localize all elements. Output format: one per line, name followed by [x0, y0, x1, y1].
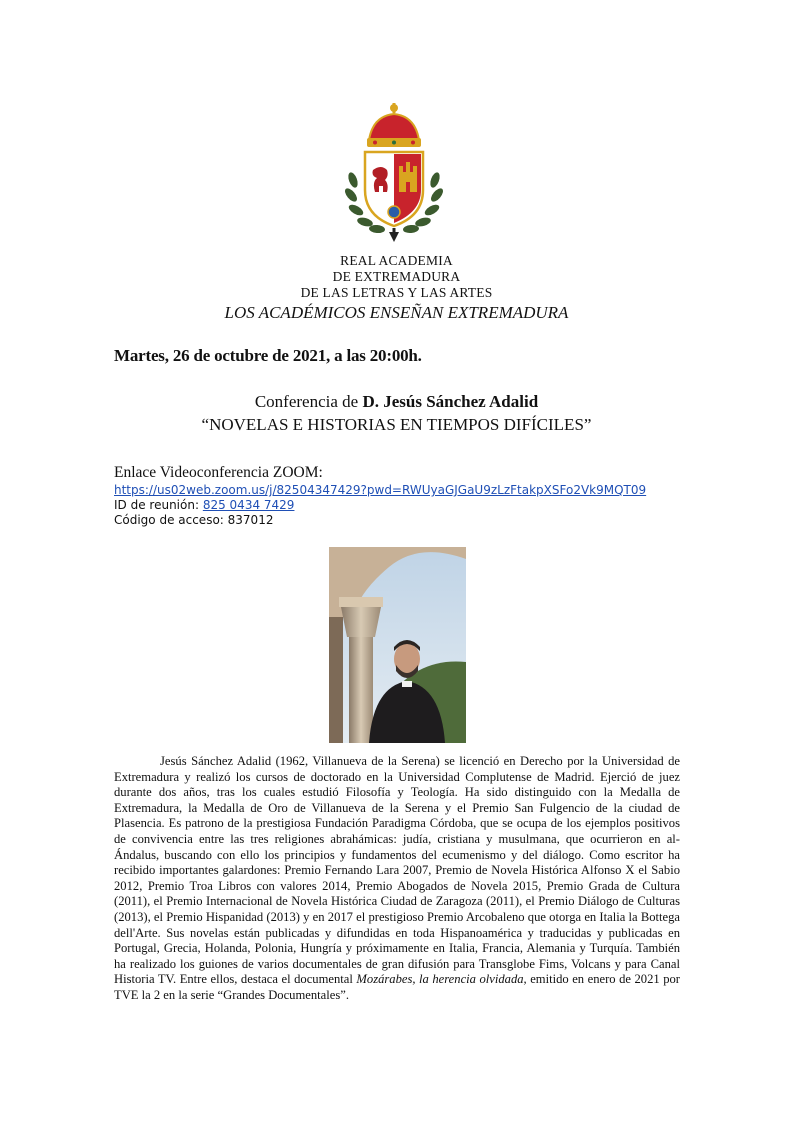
passcode-row	[114, 512, 273, 528]
passcode-value: 837012	[227, 513, 274, 527]
speaker-name: D. Jesús Sánchez Adalid	[362, 392, 539, 411]
talk-title: “NOVELAS E HISTORIAS EN TIEMPOS DIFÍCILES”	[201, 415, 592, 434]
meeting-id-label: ID de reunión:	[114, 498, 199, 512]
passcode-label: Código de acceso:	[114, 513, 224, 527]
academy-name-line-2: DE EXTREMADURA	[332, 269, 461, 284]
speaker-photo	[329, 547, 466, 743]
meeting-id-row	[114, 497, 294, 513]
meeting-id-link[interactable]: 825 0434 7429	[202, 498, 295, 512]
conference-prefix: Conferencia de	[254, 392, 359, 411]
speaker-biography	[114, 754, 680, 1004]
bio-text-part-2: emitido en enero de 2021 por TVE la 2 en la serie “Grandes Documentales”.	[114, 972, 680, 1002]
zoom-label: Enlace Videoconferencia ZOOM:	[114, 464, 323, 481]
zoom-link[interactable]: https://us02web.zoom.us/j/82504347429?pwd=RWUyaGJGaU9zLzFtakpXSFo2Vk9MQT09	[114, 483, 647, 497]
zoom-link-row	[114, 482, 646, 498]
academy-motto: LOS ACADÉMICOS ENSEÑAN EXTREMADURA	[224, 303, 569, 322]
crest-emblem-icon	[343, 100, 445, 246]
academy-name-line-1: REAL ACADEMIA	[340, 253, 453, 268]
academy-name-line-3: DE LAS LETRAS Y LAS ARTES	[300, 285, 493, 300]
event-date: Martes, 26 de octubre de 2021, a las 20:00h.	[114, 346, 422, 365]
academy-crest	[343, 100, 445, 246]
conference-heading	[0, 392, 793, 412]
bio-text-part-1: Jesús Sánchez Adalid (1962, Villanueva de la Serena) se licenció en Derecho por la Universidad de Extremadura y realizó los cursos de doctorado en la Universidad Complutense de Madrid. Ejerció de juez durante dos años, tras los cuales estudió Filosofía y Teología. Ha sido distinguido con la Medalla de Extremadura, la Medalla de Oro de Villanueva de la Serena y el Premio San Fulgencio de la ciudad de Plasencia. Es patrono de la prestigiosa Fundación Paradigma Córdoba, que se ocupa de los ejemplos positivos de convivencia entre las tres religiones abrahámicas: judía, cristiana y musulmana, que ocurrieron en al-Ándalus, buscando con ello los principios y fundamentos del ecumenismo y del diálogo. Como escritor ha recibido importantes galardones: Premio Fernando Lara 2007, Premio de Novela Histórica Alfonso X el Sabio 2012, Premio Troa Libros con valores 2014, Premio Abogados de Novela 2015, Premio Grada de Cultura (2011), el Premio Internacional de Novela Histórica Ciudad de Zaragoza (2011), el Premio Diálogo de Culturas (2013), el Premio Hispanidad (2013) y en 2017 el prestigioso Premio Arcobaleno que otorga en Italia la Bottega dell'Arte. Sus novelas están publicadas y difundidas en toda Hispanoamérica y traducidas y publicadas en Portugal, Grecia, Holanda, Polonia, Hungría y próximamente en Italia, Francia, Alemania y Turquía. También ha realizado los guiones de varios documentales de gran difusión para Transglobe Fims, Volcans y para Canal Historia TV. Entre ellos, destaca el documental	[114, 754, 680, 987]
documentary-title: Mozárabes, la herencia olvidada,	[356, 972, 527, 987]
